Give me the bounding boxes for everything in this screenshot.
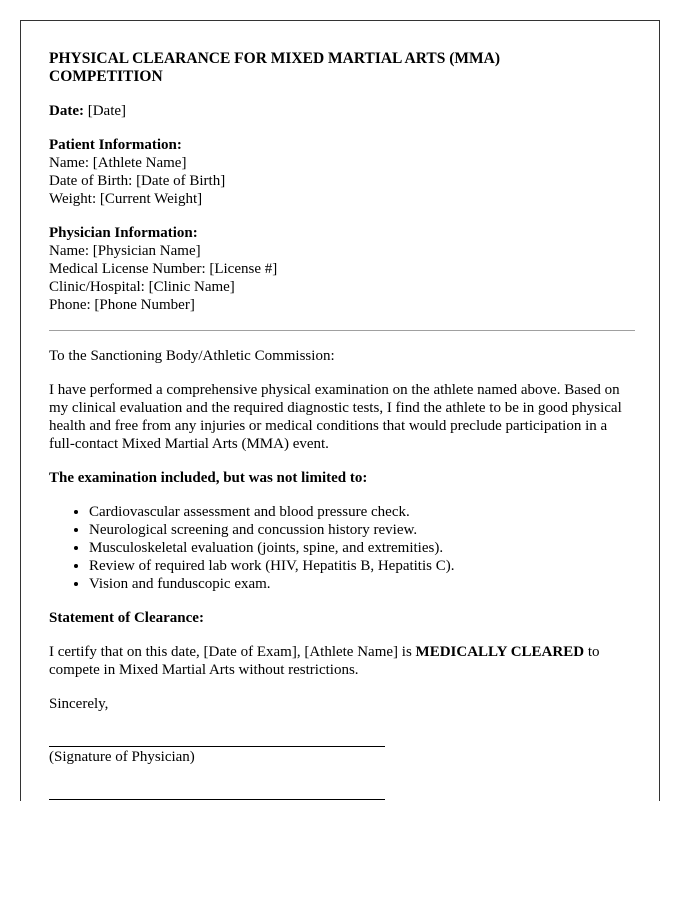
clearance-emphasis: MEDICALLY CLEARED	[415, 644, 585, 660]
second-signature-line	[49, 799, 385, 800]
patient-dob: Date of Birth: [Date of Birth]	[49, 173, 226, 189]
clearance-statement	[49, 643, 635, 679]
closing: Sincerely,	[49, 696, 109, 712]
list-item: • Vision and funduscopic exam.	[89, 575, 635, 593]
signature-caption: (Signature of Physician)	[49, 749, 195, 765]
document-title: PHYSICAL CLEARANCE FOR MIXED MARTIAL ARTS (MMA) COMPETITION	[49, 50, 501, 85]
physician-clinic: Clinic/Hospital: [Clinic Name]	[49, 279, 235, 295]
examination-heading: The examination included, but was not limited to:	[49, 470, 368, 486]
clearance-heading: Statement of Clearance:	[49, 610, 204, 626]
date-line	[49, 102, 635, 120]
list-item: • Cardiovascular assessment and blood pressure check.	[89, 503, 635, 521]
physician-license: Medical License Number: [License #]	[49, 261, 278, 277]
document-content	[49, 50, 635, 800]
section-divider	[49, 330, 635, 331]
patient-heading: Patient Information:	[49, 137, 182, 153]
physician-signature-line	[49, 746, 385, 747]
clearance-text-before: I certify that on this date, [Date of Exam], [Athlete Name] is	[49, 644, 416, 660]
physician-information	[49, 224, 635, 314]
clearance-document	[20, 20, 660, 801]
salutation: To the Sanctioning Body/Athletic Commission:	[49, 348, 335, 364]
physician-name: Name: [Physician Name]	[49, 243, 201, 259]
physician-phone: Phone: [Phone Number]	[49, 297, 195, 313]
date-label: Date:	[49, 103, 84, 119]
date-value: [Date]	[87, 103, 127, 119]
list-item: • Musculoskeletal evaluation (joints, spine, and extremities).	[89, 539, 635, 557]
examination-paragraph: I have performed a comprehensive physical examination on the athlete named above. Based on my clinical evaluation and the required diagnostic tests, I find the athlete to be in good physical health and free from any injuries or medical conditions that would preclude participation in a full-contact Mixed Martial Arts (MMA) event.	[49, 382, 622, 452]
patient-weight: Weight: [Current Weight]	[49, 191, 203, 207]
list-item: • Neurological screening and concussion history review.	[89, 521, 635, 539]
list-item: • Review of required lab work (HIV, Hepatitis B, Hepatitis C).	[89, 557, 635, 575]
patient-information	[49, 136, 635, 208]
patient-name: Name: [Athlete Name]	[49, 155, 187, 171]
physician-heading: Physician Information:	[49, 225, 198, 241]
examination-list	[49, 503, 635, 593]
clearance-text-after: to compete in Mixed Martial Arts without restrictions.	[49, 644, 600, 678]
